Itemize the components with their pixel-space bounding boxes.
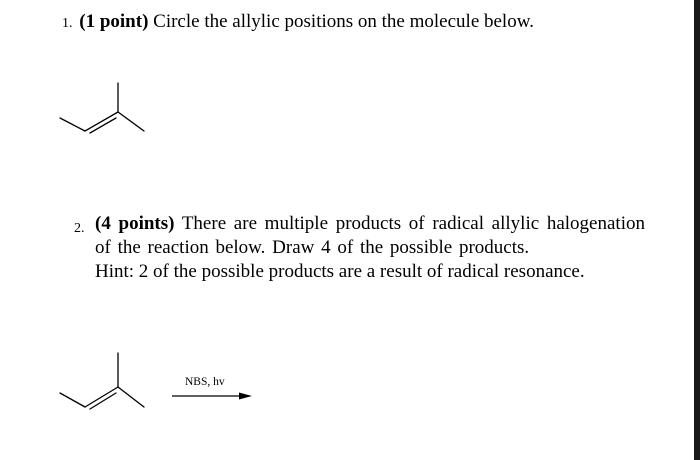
question-1: [62, 11, 534, 33]
question-2-text: There are multiple products of radical allylic halogenation of the reaction below. Draw 4 of the possible products.: [95, 213, 645, 258]
question-2-hint: Hint: 2 of the possible products are a result of radical resonance.: [95, 261, 585, 282]
molecule-2-methyl-2-butene-q2: [55, 353, 150, 413]
question-2: [95, 212, 645, 284]
molecule-2-methyl-2-butene-q1: [55, 83, 150, 138]
methyl-bond-right: [118, 387, 144, 407]
methyl-bond-left: [60, 118, 85, 131]
question-2-paragraph: [95, 212, 645, 260]
question-2-points: (4 points): [95, 213, 175, 234]
question-1-text: Circle the allylic positions on the molecule below.: [153, 11, 534, 32]
double-bond-outer: [85, 387, 118, 407]
methyl-bond-left: [60, 393, 85, 407]
reaction-arrow-icon: [172, 390, 252, 402]
reaction-reagent-label: NBS, hv: [185, 376, 225, 388]
double-bond-outer: [85, 112, 118, 131]
question-2-number: 2.: [74, 221, 85, 236]
methyl-bond-right: [118, 112, 144, 131]
question-1-points: (1 point): [79, 11, 149, 32]
page-edge-bar: [694, 0, 700, 460]
question-1-number: 1.: [62, 16, 73, 31]
